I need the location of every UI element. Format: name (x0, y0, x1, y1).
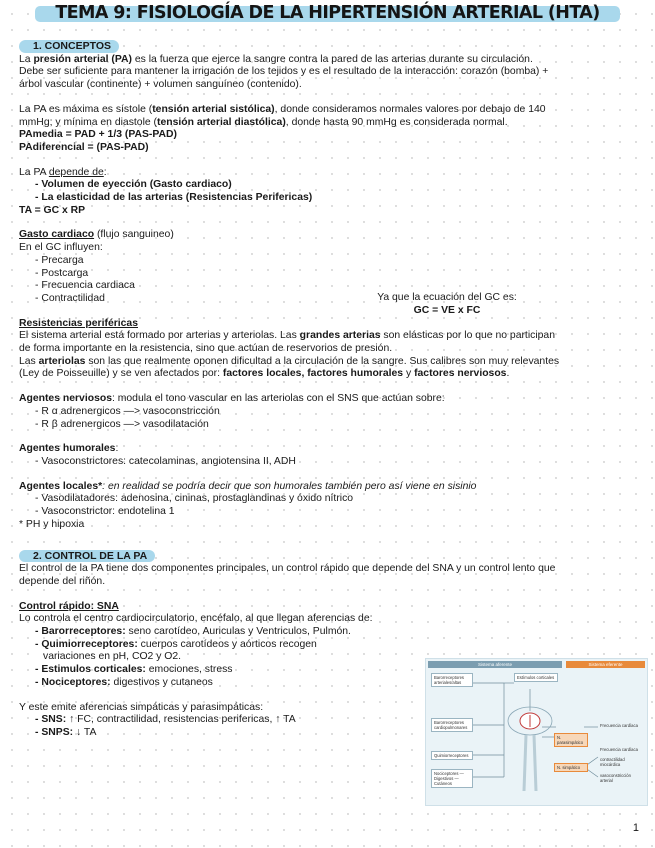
list-item: - Estimulos corticales: emociones, stress (35, 664, 233, 676)
box-parasimpatico: N. parasimpático (554, 733, 588, 747)
paragraph: El sistema arterial está formado por arterias y arteriolas. Las grandes arterias son elásticas por lo que no participan (19, 330, 555, 342)
paragraph: de forma importante en la resistencia, sino que actúan de reservorios de presión. (19, 343, 393, 355)
efferent-header: Sistema eferente (566, 661, 645, 668)
formula-ta: TA = GC x RP (19, 204, 86, 216)
list-item: - R β adrenergicos —> vasodilatación (35, 418, 209, 430)
list-item: - La elasticidad de las arterias (Resistencias Perifericas) (35, 192, 313, 204)
list-item: - Volumen de eyección (Gasto cardiaco) (35, 179, 232, 191)
list-item: - Vasoconstrictor: endotelina 1 (35, 506, 175, 518)
list-item: variaciones en pH, CO2 y O2. (43, 651, 182, 663)
control-diagram (425, 658, 648, 806)
list-item: - Vasodilatadores: adenosina, cininas, prostaglandinas y óxido nítrico (35, 493, 354, 505)
box-quimiorreceptores: Quimiorreceptores (431, 751, 473, 760)
afferent-header: Sistema aferente (428, 661, 562, 668)
paragraph: Lo controla el centro cardiocirculatorio, encéfalo, al que llegan aferencias de: (19, 613, 373, 625)
subheading-resistencias: Resistencias periféricas (19, 317, 138, 329)
box-barorreceptores-cardiopulmonares: Barorreceptores cardiopulmonares (431, 718, 473, 732)
page-title: TEMA 9: FISIOLOGÍA DE LA HIPERTENSIÓN ARTERIAL (HTA) (35, 6, 619, 22)
footnote: * PH y hipoxia (19, 518, 85, 530)
list-item: - SNS: ↑ FC, contractilidad, resistencias perifericas, ↑ TA (35, 714, 296, 726)
content (19, 40, 637, 740)
section-heading-conceptos: 1. CONCEPTOS (19, 40, 119, 53)
label-frecuencia-2: Frecuencia cardíaca (600, 747, 638, 752)
box-simpatico: N. simpático (554, 763, 588, 772)
paragraph: Agentes nerviosos: modula el tono vascular en las arteriolas con el SNS que actúan sobre: (19, 393, 445, 405)
paragraph: La PA es máxima es sístole (tensión arterial sistólica), donde consideramos normales valores por debajo de 140 (19, 103, 546, 115)
formula-pam: PAmedia = PAD + 1/3 (PAS-PAD) (19, 129, 178, 141)
section-heading-control: 2. CONTROL DE LA PA (19, 550, 155, 563)
list-item: - Nociceptores: digestivos y cutaneos (35, 676, 213, 688)
paragraph: (Ley de Poisseuille) y se ven afectados por: factores locales, factores humorales y factores nerviosos. (19, 368, 510, 380)
subheading-control-rapido: Control rápido: SNA (19, 600, 119, 612)
paragraph: Debe ser suficiente para mantener la irrigación de los tejidos y es el resultado de la interacción: corazón (bomba) + (19, 66, 549, 78)
subheading-gasto-cardiaco: Gasto cardiaco (flujo sanguineo) (19, 229, 174, 241)
title-wrap (0, 3, 655, 23)
paragraph: La PA depende de: (19, 166, 107, 178)
paragraph: depende del riñón. (19, 575, 106, 587)
paragraph: Las arteriolas son las que realmente oponen dificultad a la circulación de la sangre. Sus calibres son muy relevantes (19, 355, 560, 367)
box-estimulos-corticales: Estímulos corticales (514, 673, 558, 682)
list-item: - Quimiorreceptores: cuerpos carotídeos y aórticos recogen (35, 638, 317, 650)
paragraph: mmHg; y mínima en diastole (tensión arterial diastólica), donde hasta 90 mmHg es considerada normal. (19, 116, 508, 128)
paragraph: Agentes locales*: en realidad se podría decir que son humorales también pero así viene en sisinio (19, 480, 477, 492)
list-item: - SNPS: ↓ TA (35, 726, 97, 738)
list-item: - Vasoconstrictores: catecolaminas, angiotensina II, ADH (35, 455, 296, 467)
list-item: - Contractilidad (35, 292, 105, 304)
list-item: - Barorreceptores: seno carotídeo, Auriculas y Ventriculos, Pulmón. (35, 626, 351, 638)
paragraph: En el GC influyen: (19, 242, 103, 254)
list-item: - R α adrenergicos —> vasoconstricción (35, 405, 220, 417)
paragraph: árbol vascular (continente) + volumen sanguíneo (contenido). (19, 79, 302, 91)
paragraph: Agentes humorales: (19, 443, 119, 455)
list-item: - Postcarga (35, 267, 89, 279)
label-frecuencia: Frecuencia cardíaca (600, 723, 638, 728)
gc-equation-note (352, 292, 542, 317)
label-contractilidad: contractilidad miocárdica (600, 757, 625, 767)
gc-equation: GC = VE x FC (413, 304, 481, 316)
box-nociceptores: Nociceptores — Digestivos — Cutáneos (431, 769, 473, 788)
list-item: - Precarga (35, 254, 84, 266)
list-item: - Frecuencia cardiaca (35, 280, 135, 292)
paragraph: Y este emite aferencias simpáticas y parasimpáticas: (19, 701, 264, 713)
label-vasoconstriccion: vasoconstricción arterial (600, 773, 631, 783)
paragraph: El control de la PA tiene dos componentes principales, un control rápido que depende del SNA y un control lento que (19, 563, 556, 575)
gc-equation-label: Ya que la ecuación del GC es: (377, 292, 517, 303)
box-barorreceptores-arteriales: Barorreceptores arteriales/altas (431, 673, 473, 687)
paragraph: La presión arterial (PA) es la fuerza que ejerce la sangre contra la pared de las arterias durante su circulación. (19, 53, 533, 65)
page-number: 1 (632, 822, 639, 835)
formula-pad: PAdiferencial = (PAS-PAD) (19, 141, 149, 153)
